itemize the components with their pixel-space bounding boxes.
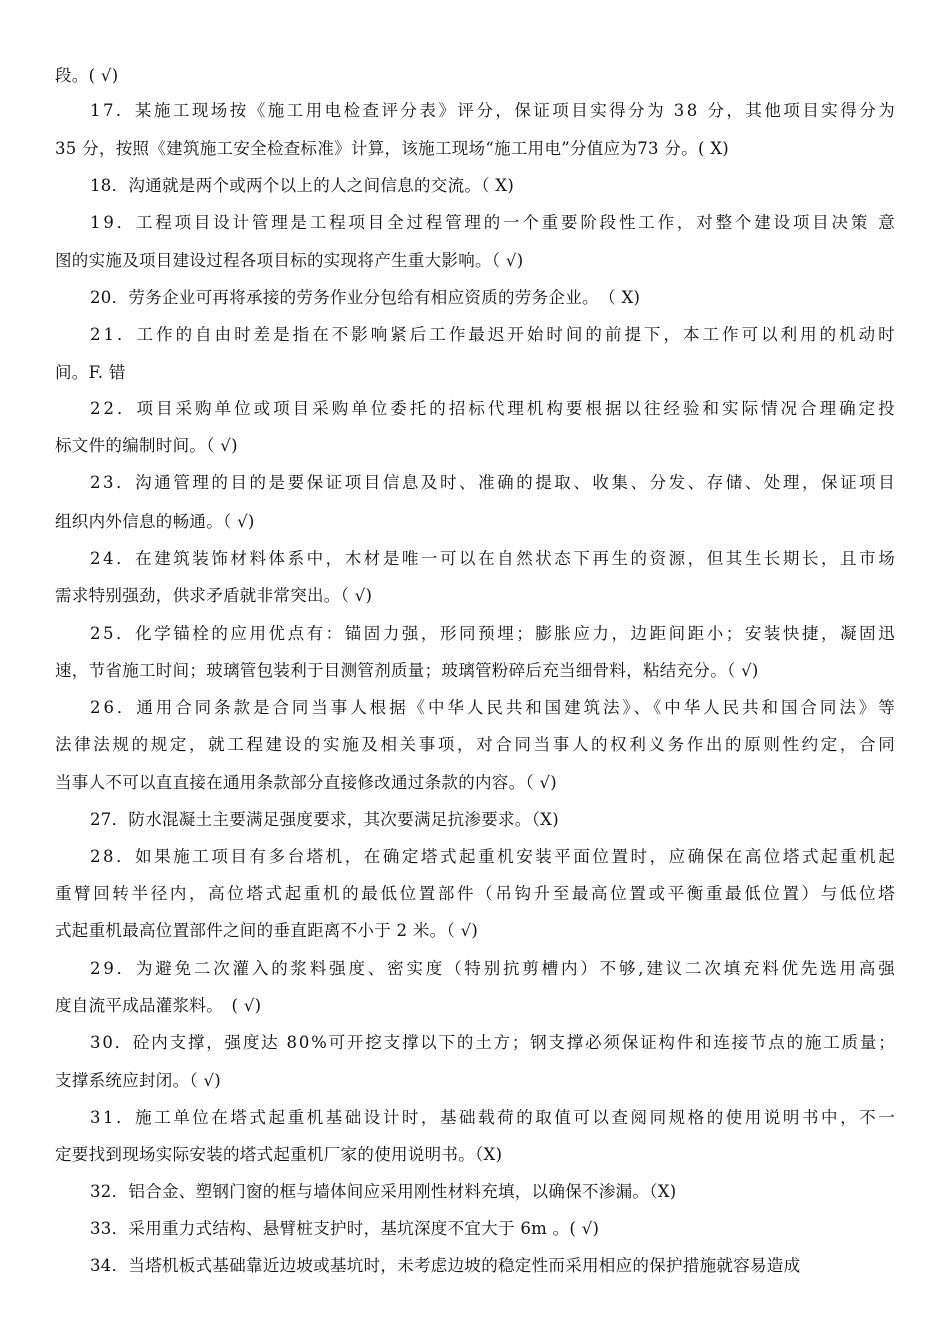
text-line: 24．在建筑装饰材料体系中，木材是唯一可以在自然状态下再生的资源，但其生长期长，且市场 bbox=[90, 549, 898, 568]
text-line: 图的实施及项目建设过程各项目标的实现将产生重大影响。（ √) bbox=[55, 251, 524, 270]
text-line: 当事人不可以直直接在通用条款部分直接修改通过条款的内容。（ √) bbox=[55, 773, 558, 792]
text-line: 20．劳务企业可再将承接的劳务作业分包给有相应资质的劳务企业。 （ X) bbox=[90, 288, 641, 307]
text-line: 34．当塔机板式基础靠近边坡或基坑时，未考虑边坡的稳定性而采用相应的保护措施就容易造成 bbox=[90, 1256, 801, 1275]
text-line: 19．工程项目设计管理是工程项目全过程管理的一个重要阶段性工作，对整个建设项目决策 意 bbox=[90, 213, 898, 232]
text-line: 30．砼内支撑，强度达 80%可开挖支撑以下的土方；钢支撑必须保证构件和连接节点的施工质量； bbox=[90, 1033, 897, 1052]
text-line: 法律法规的规定，就工程建设的实施及相关事项，对合同当事人的权利义务作出的原则性约定，合同 bbox=[55, 735, 898, 754]
text-line: 段。( √) bbox=[55, 66, 119, 85]
text-line: 重臂回转半径内，高位塔式起重机的最低位置部件（吊钩升至最高位置或平衡重最低位置）与低位塔 bbox=[55, 884, 898, 903]
text-line: 35 分，按照《建筑施工安全检查标准》计算，该施工现场“施工用电”分值应为73 分。( X) bbox=[55, 139, 730, 158]
text-line: 标文件的编制时间。（ √) bbox=[55, 436, 238, 455]
text-line: 21．工作的自由时差是指在不影响紧后工作最迟开始时间的前提下，本工作可以利用的机动时 bbox=[90, 325, 898, 344]
text-line: 25．化学锚栓的应用优点有：锚固力强，形同预埋；膨胀应力，边距间距小；安装快捷，凝固迅 bbox=[90, 624, 898, 643]
text-line: 32．铝合金、塑钢门窗的框与墙体间应采用刚性材料充填，以确保不渗漏。（X) bbox=[90, 1182, 677, 1201]
text-line: 组织内外信息的畅通。（ √) bbox=[55, 512, 255, 531]
text-line: 需求特别强劲，供求矛盾就非常突出。（ √) bbox=[55, 586, 373, 605]
text-line: 22．项目采购单位或项目采购单位委托的招标代理机构要根据以往经验和实际情况合理确定投 bbox=[90, 399, 898, 418]
text-line: 28．如果施工项目有多台塔机，在确定塔式起重机安装平面位置时，应确保在高位塔式起重机起 bbox=[90, 847, 898, 866]
text-line: 度自流平成品灌浆料。 ( √) bbox=[55, 996, 262, 1015]
text-line: 支撑系统应封闭。（ √) bbox=[55, 1071, 222, 1090]
text-line: 29．为避免二次灌入的浆料强度、密实度（特别抗剪槽内）不够,建议二次填充料优先选用高强 bbox=[90, 959, 898, 978]
text-line: 27．防水混凝土主要满足强度要求，其次要满足抗渗要求。（X) bbox=[90, 810, 559, 829]
text-line: 式起重机最高位置部件之间的垂直距离不小于 2 米。（ √) bbox=[55, 921, 479, 940]
text-line: 速，节省施工时间；玻璃管包装利于目测管剂质量；玻璃管粉碎后充当细骨料，粘结充分。（ √) bbox=[55, 661, 759, 680]
text-line: 26．通用合同条款是合同当事人根据《中华人民共和国建筑法》、《中华人民共和国合同法》等 bbox=[90, 698, 898, 717]
text-line: 33．采用重力式结构、悬臂桩支护时，基坑深度不宜大于 6m 。( √) bbox=[90, 1219, 600, 1238]
text-line: 17．某施工现场按《施工用电检查评分表》评分，保证项目实得分为 38 分，其他项目实得分为 bbox=[90, 101, 898, 120]
text-line: 23．沟通管理的目的是要保证项目信息及时、准确的提取、收集、分发、存储、处理，保证项目 bbox=[90, 473, 898, 492]
text-line: 18．沟通就是两个或两个以上的人之间信息的交流。（ X) bbox=[90, 176, 515, 195]
text-line: 定要找到现场实际安装的塔式起重机厂家的使用说明书。（X) bbox=[55, 1145, 503, 1164]
text-line: 间。F. 错 bbox=[55, 363, 126, 382]
text-line: 31．施工单位在塔式起重机基础设计时，基础载荷的取值可以查阅同规格的使用说明书中，不一 bbox=[90, 1108, 898, 1127]
